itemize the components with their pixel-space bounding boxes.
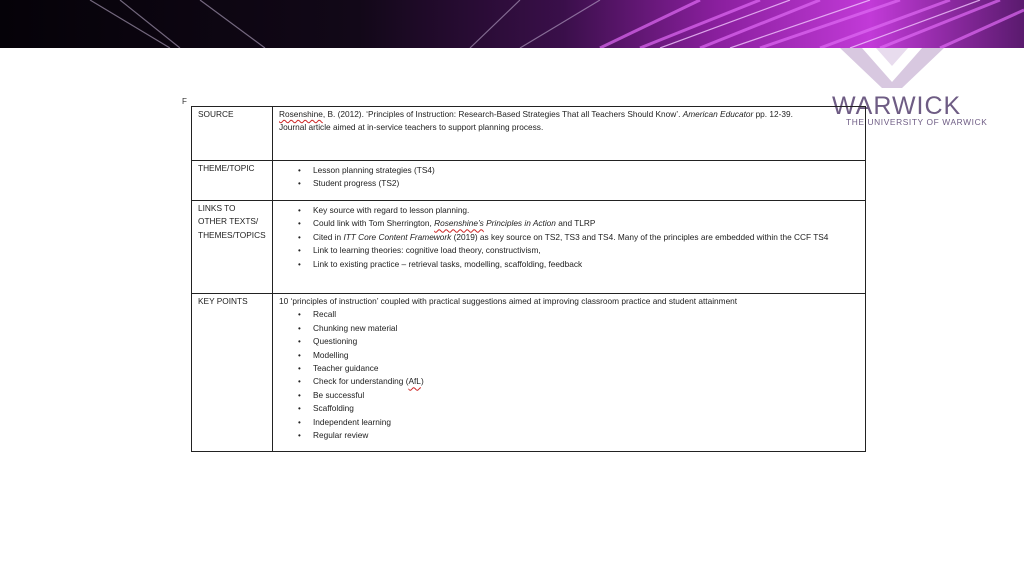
list-item: • Link to existing practice – retrieval tasks, modelling, scaffolding, feedback	[313, 258, 860, 271]
key-points-content	[273, 294, 866, 452]
list-item: • Could link with Tom Sherrington, Rosenshine’s Principles in Action and TLRP	[313, 217, 860, 230]
list-item: • Teacher guidance	[313, 362, 860, 375]
theme-list	[279, 164, 860, 191]
theme-row	[192, 161, 866, 201]
list-item: • Chunking new material	[313, 322, 860, 335]
key-points-label: KEY POINTS	[192, 294, 273, 452]
list-item: • Modelling	[313, 349, 860, 362]
list-item: • Check for understanding (AfL)	[313, 375, 860, 388]
links-content	[273, 201, 866, 294]
warwick-logo-icon	[840, 48, 944, 88]
source-author: Rosenshine	[279, 109, 323, 119]
document-table	[191, 106, 866, 452]
list-item: • Recall	[313, 308, 860, 321]
theme-content	[273, 161, 866, 201]
links-label: LINKS TO OTHER TEXTS/ THEMES/TOPICS	[192, 201, 273, 294]
afl-abbrev: AfL	[408, 376, 421, 387]
list-item: • Key source with regard to lesson planning.	[313, 204, 860, 217]
key-points-intro: 10 ‘principles of instruction’ coupled with practical suggestions aimed at improving classroom practice and student attainment	[279, 296, 738, 306]
key-points-list	[279, 308, 860, 442]
theme-label: THEME/TOPIC	[192, 161, 273, 201]
list-item: • Questioning	[313, 335, 860, 348]
list-item: • Scaffolding	[313, 402, 860, 415]
list-item: • Independent learning	[313, 416, 860, 429]
source-label: SOURCE	[192, 107, 273, 161]
source-row	[192, 107, 866, 161]
key-points-row	[192, 294, 866, 452]
page-marker: F	[182, 97, 187, 106]
logo-subtitle: THE UNIVERSITY OF WARWICK	[846, 117, 988, 127]
list-item: • Regular review	[313, 429, 860, 442]
list-item: • Link to learning theories: cognitive load theory, constructivism,	[313, 244, 860, 257]
source-journal: American Educator	[682, 109, 754, 119]
list-item: • Student progress (TS2)	[313, 177, 860, 190]
links-row	[192, 201, 866, 294]
list-item: • Lesson planning strategies (TS4)	[313, 164, 860, 177]
ccf-title: ITT Core Content Framework	[343, 231, 452, 242]
links-list	[279, 204, 860, 271]
source-note: Journal article aimed at in-service teachers to support planning process.	[279, 122, 544, 133]
source-citation: Rosenshine, B. (2012). ‘Principles of Instruction: Research-Based Strategies That all Teachers Should Know’. American Educator pp. 12-39.	[279, 109, 793, 119]
source-content	[273, 107, 866, 161]
decorative-banner	[0, 0, 1024, 48]
rosenshine-title: Rosenshine’s	[434, 218, 484, 229]
list-item: • Cited in ITT Core Content Framework (2019) as key source on TS2, TS3 and TS4. Many of the principles are embedded within the CCF TS4	[313, 231, 860, 244]
logo-wordmark: WARWICK	[832, 92, 962, 120]
list-item: • Be successful	[313, 389, 860, 402]
